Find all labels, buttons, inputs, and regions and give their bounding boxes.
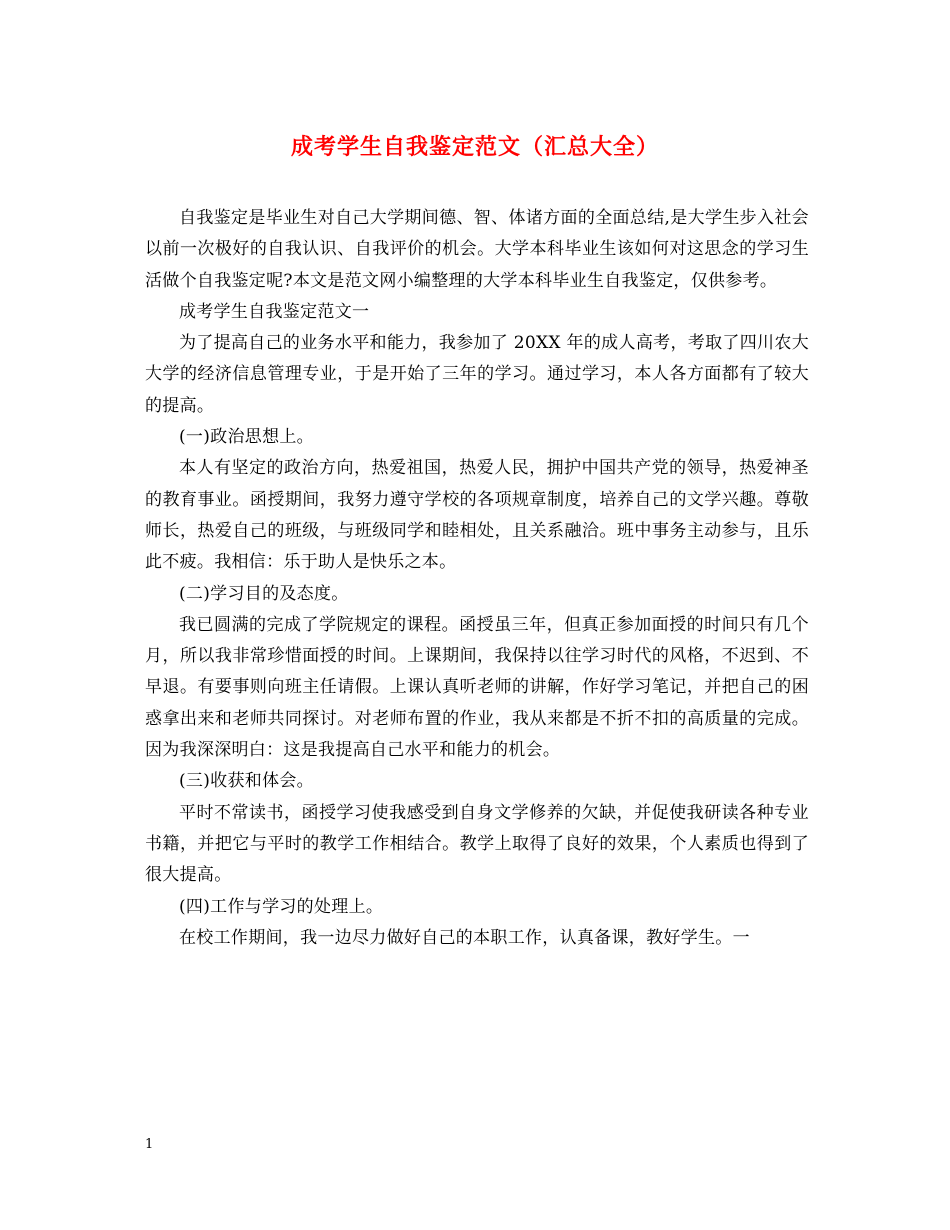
section-heading-sample-one: 成考学生自我鉴定范文一: [179, 301, 370, 322]
subheading-work-study: (四)工作与学习的处理上。: [179, 896, 384, 917]
document-body: [145, 203, 809, 954]
document-title: 成考学生自我鉴定范文（汇总大全）: [290, 134, 659, 160]
subheading-political: (一)政治思想上。: [179, 427, 314, 448]
subheading-study-attitude: (二)学习目的及态度。: [179, 583, 349, 604]
paragraph-study-attitude: 我已圆满的完成了学院规定的课程。函授虽三年，但真正参加面授的时间只有几个月，所以我非常珍惜面授的时间。上课期间，我保持以往学习时代的风格，不迟到、不早退。有要事则向班主任请假。上课认真听老师的讲解，作好学习笔记，并把自己的困惑拿出来和老师共同探讨。对老师布置的作业，我从来都是不折不扣的高质量的完成。因为我深深明白：这是我提高自己水平和能力的机会。: [145, 614, 809, 761]
paragraph-political: 本人有坚定的政治方向，热爱祖国，热爱人民，拥护中国共产党的领导，热爱神圣的教育事业。函授期间，我努力遵守学校的各项规章制度，培养自己的文学兴趣。尊敬师长，热爱自己的班级，与班级同学和睦相处，且关系融洽。班中事务主动参与，且乐此不疲。我相信：乐于助人是快乐之本。: [145, 458, 809, 573]
paragraph-gains: 平时不常读书，函授学习使我感受到自身文学修养的欠缺，并促使我研读各种专业书籍，并把它与平时的教学工作相结合。教学上取得了良好的效果，个人素质也得到了很大提高。: [145, 802, 809, 886]
paragraph-work-study: 在校工作期间，我一边尽力做好自己的本职工作，认真备课，教好学生。一: [179, 927, 750, 948]
paragraph-background: 为了提高自己的业务水平和能力，我参加了 20XX 年的成人高考，考取了四川农大大学的经济信息管理专业，于是开始了三年的学习。通过学习，本人各方面都有了较大的提高。: [145, 333, 809, 416]
paragraph-intro: 自我鉴定是毕业生对自己大学期间德、智、体诸方面的全面总结,是大学生步入社会以前一次极好的自我认识、自我评价的机会。大学本科毕业生该如何对这思念的学习生活做个自我鉴定呢?本文是范文网小编整理的大学本科毕业生自我鉴定，仅供参考。: [145, 208, 809, 291]
subheading-gains: (三)收获和体会。: [179, 771, 314, 792]
page-number: 1: [145, 1137, 154, 1152]
